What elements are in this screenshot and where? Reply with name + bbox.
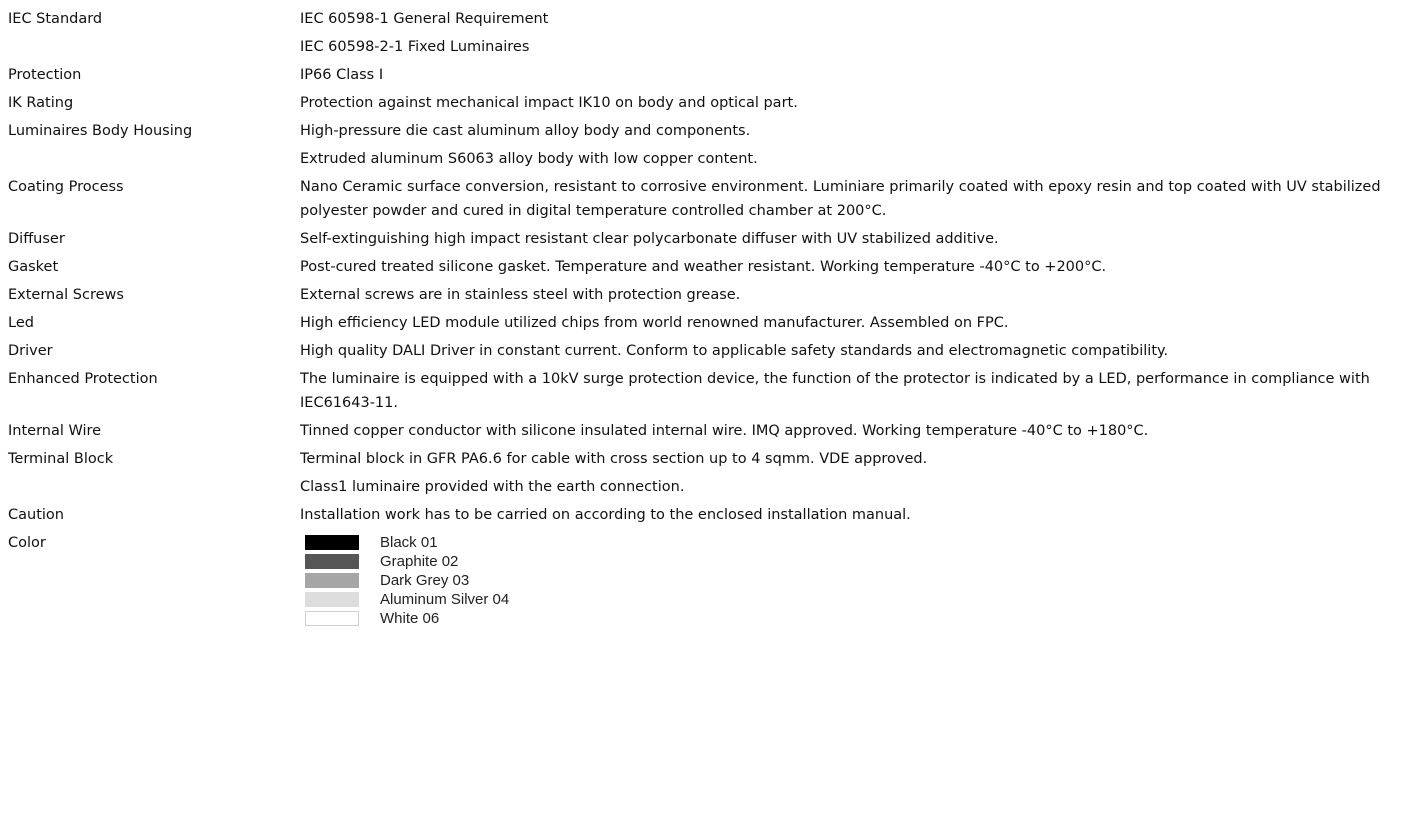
spec-row-led: [8, 309, 1408, 337]
spec-values: [300, 117, 1408, 173]
spec-value: Nano Ceramic surface conversion, resistant to corrosive environment. Luminiare primarily coated with epoxy resin and top coated with UV stabilized polyester powder and cured in digital temperature controlled chamber at 200°C.: [300, 179, 1381, 219]
spec-value: The luminaire is equipped with a 10kV surge protection device, the function of the protector is indicated by a LED, performance in compliance with IEC61643-11.: [300, 371, 1370, 411]
color-label: Aluminum Silver 04: [380, 591, 510, 608]
spec-row-gasket: [8, 253, 1408, 281]
color-label: Black 01: [380, 534, 438, 551]
spec-row-caution: [8, 501, 1408, 529]
spec-label: Internal Wire: [8, 423, 102, 439]
color-label: White 06: [380, 610, 440, 627]
spec-row-body-housing: [8, 117, 1408, 173]
spec-values: [300, 337, 1408, 365]
spec-values: [300, 365, 1408, 417]
spec-value: High efficiency LED module utilized chips from world renowned manufacturer. Assembled on FPC.: [300, 315, 1009, 331]
color-option-white: [300, 609, 1408, 628]
spec-values: [300, 281, 1408, 309]
color-option-aluminum-silver: [300, 590, 1408, 609]
spec-label: IEC Standard: [8, 11, 103, 27]
spec-value: Tinned copper conductor with silicone insulated internal wire. IMQ approved. Working temperature -40°C to +180°C.: [300, 423, 1149, 439]
spec-value: Extruded aluminum S6063 alloy body with low copper content.: [300, 151, 758, 167]
spec-value: Terminal block in GFR PA6.6 for cable with cross section up to 4 sqmm. VDE approved.: [300, 451, 928, 467]
spec-values: [300, 417, 1408, 445]
spec-row-protection: [8, 61, 1408, 89]
spec-label: Caution: [8, 507, 64, 523]
spec-label: Gasket: [8, 259, 59, 275]
spec-value: Self-extinguishing high impact resistant clear polycarbonate diffuser with UV stabilized additive.: [300, 231, 999, 247]
spec-row-color: [8, 529, 1408, 628]
color-option-black: [300, 533, 1408, 552]
spec-value: Installation work has to be carried on according to the enclosed installation manual.: [300, 507, 911, 523]
spec-row-driver: [8, 337, 1408, 365]
spec-values: [300, 89, 1408, 117]
spec-value: IEC 60598-2-1 Fixed Luminaires: [300, 39, 530, 55]
spec-row-external-screws: [8, 281, 1408, 309]
spec-label: Diffuser: [8, 231, 65, 247]
color-label: Graphite 02: [380, 553, 459, 570]
spec-value: Post-cured treated silicone gasket. Temperature and weather resistant. Working temperature -40°C to +200°C.: [300, 259, 1107, 275]
spec-label: Terminal Block: [8, 451, 114, 467]
spec-values: [300, 501, 1408, 529]
spec-value: High-pressure die cast aluminum alloy body and components.: [300, 123, 751, 139]
color-option-dark-grey: [300, 571, 1408, 590]
spec-values: [300, 61, 1408, 89]
spec-row-iec-standard: [8, 5, 1408, 61]
spec-row-coating-process: [8, 173, 1408, 225]
spec-row-terminal-block: [8, 445, 1408, 501]
spec-label: External Screws: [8, 287, 124, 303]
color-swatch: [305, 573, 359, 588]
color-option-graphite: [300, 552, 1408, 571]
spec-values: [300, 445, 1408, 501]
spec-value: Protection against mechanical impact IK10 on body and optical part.: [300, 95, 798, 111]
spec-row-enhanced-protection: [8, 365, 1408, 417]
spec-values: [300, 309, 1408, 337]
spec-row-internal-wire: [8, 417, 1408, 445]
spec-value: Class1 luminaire provided with the earth connection.: [300, 479, 685, 495]
color-swatch: [305, 535, 359, 550]
spec-row-diffuser: [8, 225, 1408, 253]
spec-table: [8, 5, 1408, 628]
spec-row-ik-rating: [8, 89, 1408, 117]
spec-value: IEC 60598-1 General Requirement: [300, 11, 549, 27]
spec-label: Color: [8, 535, 46, 551]
spec-value: IP66 Class I: [300, 67, 384, 83]
spec-label: Coating Process: [8, 179, 124, 195]
color-legend: [300, 529, 1408, 628]
spec-values: [300, 173, 1408, 225]
spec-value: External screws are in stainless steel with protection grease.: [300, 287, 741, 303]
spec-label: IK Rating: [8, 95, 74, 111]
spec-values: [300, 5, 1408, 61]
spec-label: Enhanced Protection: [8, 371, 158, 387]
spec-label: Led: [8, 315, 34, 331]
spec-label: Driver: [8, 343, 53, 359]
spec-label: Protection: [8, 67, 82, 83]
color-swatch: [305, 592, 359, 607]
spec-values: [300, 225, 1408, 253]
spec-values: [300, 253, 1408, 281]
color-label: Dark Grey 03: [380, 572, 470, 589]
color-swatch: [305, 554, 359, 569]
color-swatch: [305, 611, 359, 626]
spec-value: High quality DALI Driver in constant current. Conform to applicable safety standards and electromagnetic compatibility.: [300, 343, 1169, 359]
spec-label: Luminaires Body Housing: [8, 123, 193, 139]
